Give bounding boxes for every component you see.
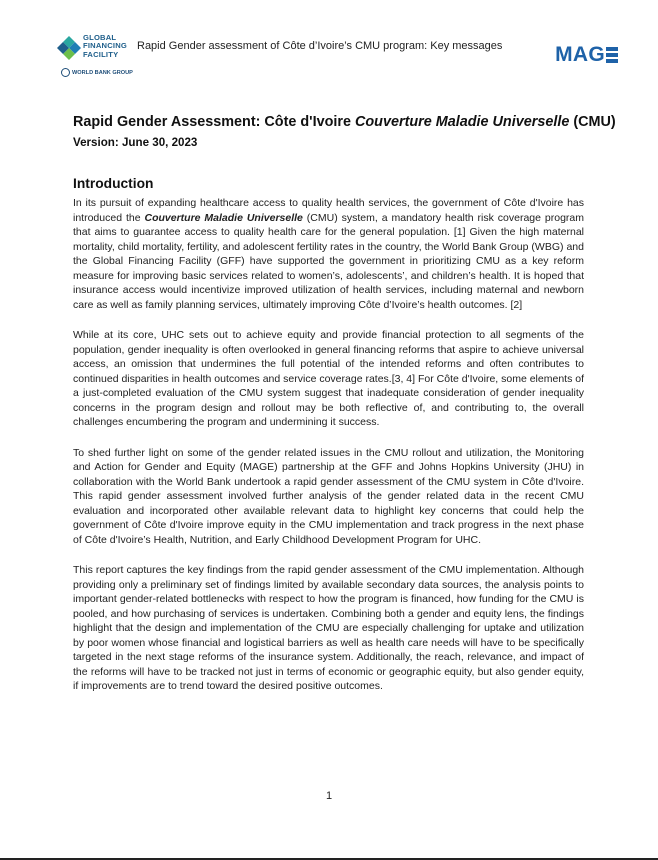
gff-logo-text — [83, 34, 127, 59]
paragraph-3: To shed further light on some of the gender related issues in the CMU rollout and utilization, the Monitoring and Action for Gender and Equity (MAGE) partnership at the GFF and Johns Hopkins University (JHU) in collaboration with the World Bank undertook a rapid gender assessment of the CMU system in Côte d'Ivoire. This rapid gender assessment involved further analysis of the gender related data in the recent CMU evaluation and incorporated other available relevant data to highlight key concerns that could help the government of Côte d'Ivoire improve equity in the CMU implementation and track progress in the next phase of Côte d'Ivoire’s Health, Nutrition, and Early Childhood Development Program for UHC. — [73, 446, 584, 546]
paragraph-4: This report captures the key findings from the rapid gender assessment of the CMU implementation. Although providing only a preliminary set of findings limited by available secondary data sources, the analysis points to important gender-related bottlenecks with respect to how the program is financed, how funding for the CMU is pooled, and how purchasing of services is undertaken. Combining both a gender and equity lens, the findings highlight that the design and implementation of the CMU are especially challenging for uptake and utilization by poor women whose financial and logistical barriers as well as health care needs will have to be specifically targeted in the next stage reforms of the insurance system. Additionally, the reach, relevance, and impact of the reforms will have to be tracked not just in terms of economic or geographic equity, but also gender equity, if improvements are to trend toward the desired positive outcomes. — [73, 564, 584, 692]
title-italic: Couverture Maladie Universelle — [354, 114, 570, 130]
gff-diamond-icon — [57, 36, 81, 60]
running-header-title: Rapid Gender assessment of Côte d’Ivoire’s CMU program: Key messages — [137, 40, 503, 52]
p1-end: (CMU) system, a mandatory health risk coverage program that aims to guarantee access to quality health care for the general population. [1] Given the high maternal mortality, child mortality, fertility, and adolescent fertility rates in the country, the World Bank Group (WBG) and the Global Financing Facility (GFF) have supported the government in prioritizing CMU as a key reform measure for improving basic services related to women’s, adolescents’, and children’s health. It is hoped that insurance access would incentivize improved utilization of health services, including maternal and newborn care as well as family planning services, ultimately improving Côte d’Ivoire’s health outcomes. [2] — [73, 211, 585, 311]
globe-icon — [61, 68, 70, 77]
gff-logo-line: FACILITY — [83, 49, 119, 59]
title-end: (CMU) — [569, 114, 616, 130]
wbg-logo — [61, 68, 133, 77]
section-heading-introduction: Introduction — [73, 176, 154, 191]
document-body — [73, 114, 616, 710]
gff-logo-line: GLOBAL — [83, 33, 117, 42]
page-header — [55, 30, 618, 90]
mage-logo-text: MAG — [555, 43, 605, 66]
paragraph-1 — [73, 196, 584, 312]
paragraph-2: While at its core, UHC sets out to achieve equity and provide financial protection to all segments of the population, gender inequality is often overlooked in general financing reforms that aspire to achieve universal access, an omission that undermines the full potential of the intended reforms and often contributes to continued disparities in health outcomes and service coverage rates.[3, 4] For Côte d'Ivoire, some elements of a just-completed evaluation of the CMU system suggest that inadequate consideration of gender inequality concerns in the program design and rollout may be both reflective of, and contributing to, the overall challenges encumbering the program and undermining it success. — [73, 329, 584, 428]
document-version: Version: June 30, 2023 — [73, 136, 198, 149]
title-start: Rapid Gender Assessment: Côte d'Ivoire — [73, 114, 355, 130]
gff-logo-line: FINANCING — [83, 41, 127, 51]
wbg-label: WORLD BANK GROUP — [72, 69, 133, 76]
page-number: 1 — [325, 790, 333, 802]
gff-logo — [55, 33, 133, 84]
mage-bars-icon — [606, 47, 618, 63]
document-title — [73, 114, 616, 130]
p1-start: In its pursuit of expanding healthcare access to quality health services, the government of Côte d'Ivoire has introduced the — [73, 197, 584, 224]
p1-italic: Couverture Maladie Universelle — [144, 211, 303, 224]
mage-logo — [555, 43, 618, 67]
